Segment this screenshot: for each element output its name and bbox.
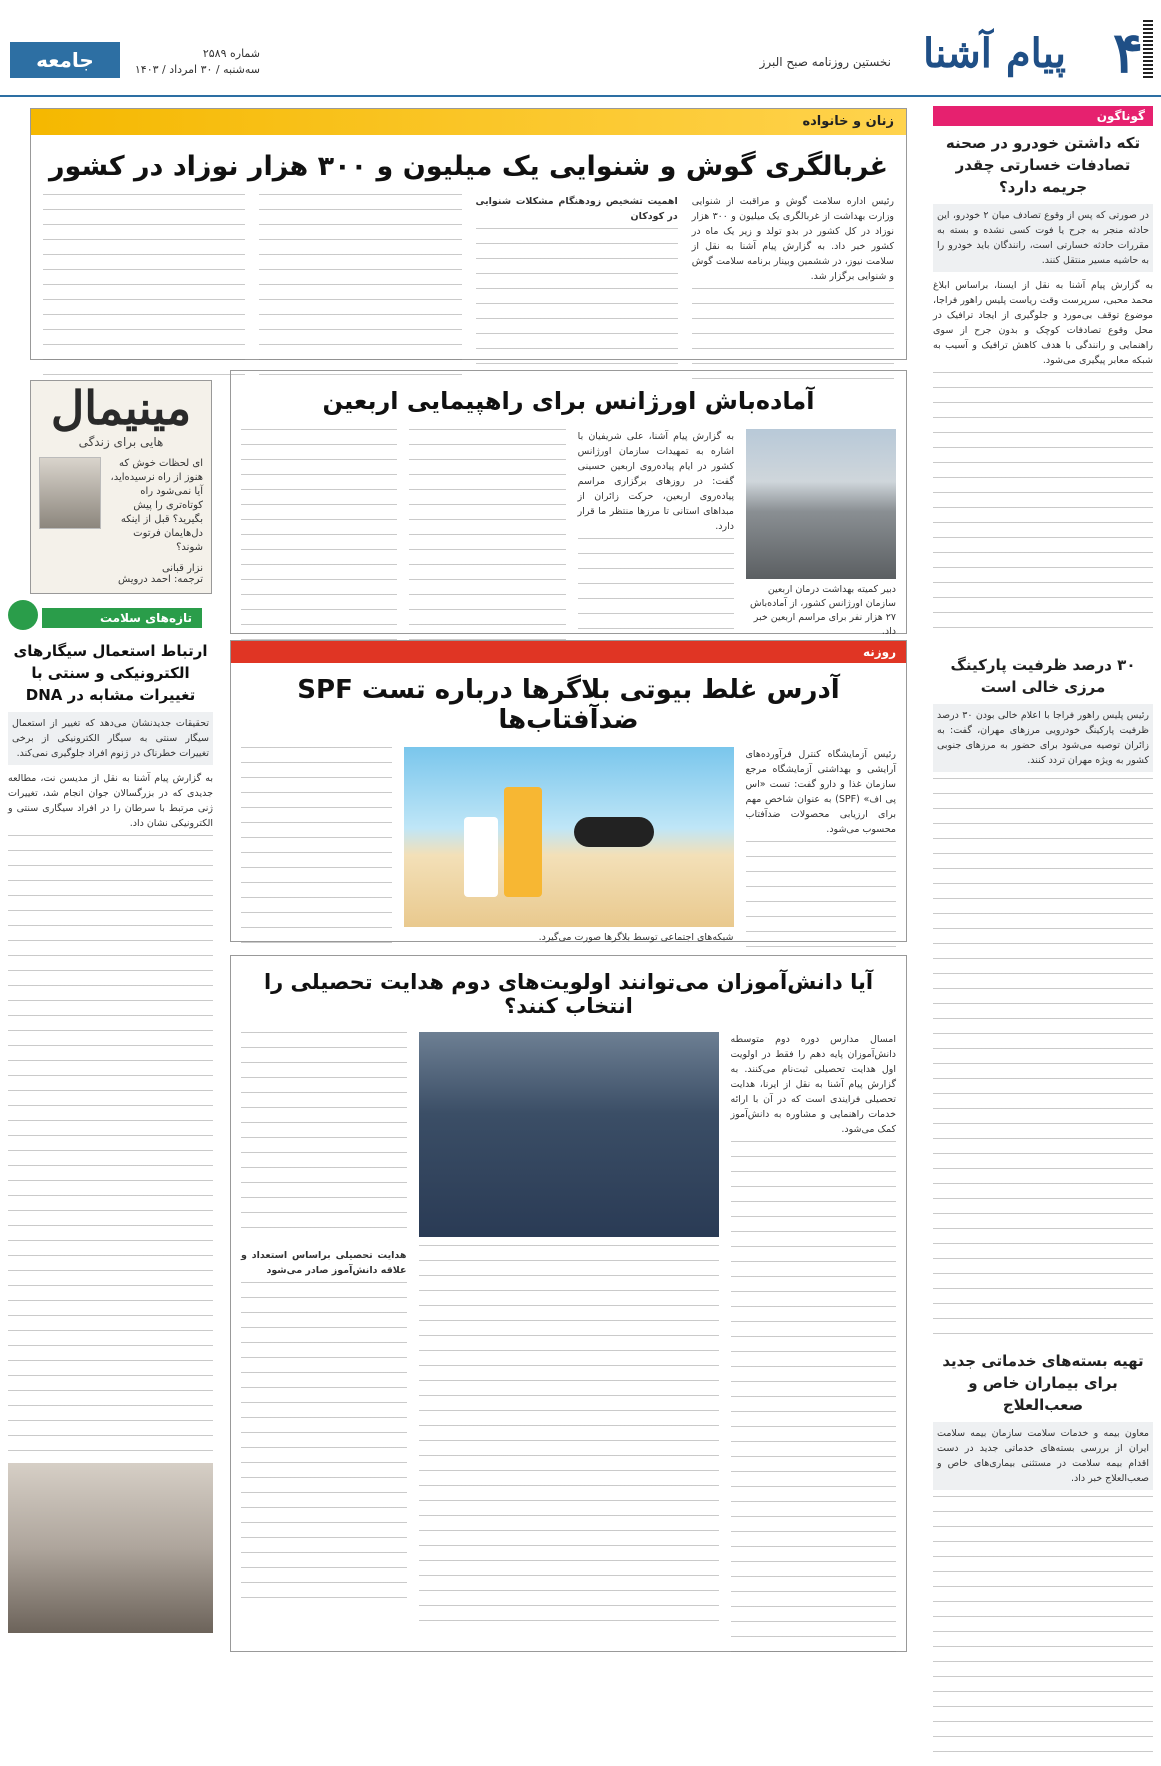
story2-text-lines: [933, 778, 1153, 1338]
spf-section-label: روزنه: [862, 645, 896, 659]
page-number: ۴: [1112, 20, 1143, 86]
story2-title[interactable]: ۳۰ درصد ظرفیت پارکینگ مرزی خالی است: [950, 656, 1136, 696]
arbaeen-caption: دبیر کمیته بهداشت درمان اربعین سازمان اورژانس کشور، از آماده‌باش ۲۷ هزار نفر برای مراسم اربعین خبر داد.: [749, 584, 896, 637]
newspaper-logo: پیام آشنا: [923, 30, 1066, 77]
spf-text-lines-1: [746, 841, 897, 951]
students-text-lines-4: [241, 1282, 407, 1612]
section-tab[interactable]: جامعه: [10, 42, 120, 78]
arbaeen-photo: [746, 429, 896, 579]
arbaeen-text-col: [578, 429, 734, 648]
minimal-quote: ای لحظات خوش که هنوز از راه نرسیده‌اید، آیا نمی‌شود راه کوتاه‌تری را پیش بگیرید؟ قبل از اینکه دل‌هایمان فرتوت شوند؟: [110, 458, 203, 553]
story1-text-lines: [933, 372, 1153, 642]
ecig-lead: تحقیقات جدیدنشان می‌دهد که تغییر از استعمال سیگار سنتی به سیگار الکترونیکی از برخی تغییرات خطرناک در ژنوم افراد جلوگیری نمی‌کند.: [8, 712, 213, 765]
barcode: [1143, 20, 1153, 80]
students-text-lines-1: [731, 1141, 897, 1661]
ecig-body: به گزارش پیام آشنا به نقل از مدیسن نت، مطالعه جدیدی که در بزرگسالان جوان انجام شد، تغییرات ژنی مرتبط با سرطان را در افراد سیگاری سنتی و الکترونیکی نشان داد.: [8, 773, 213, 829]
author-portrait: [39, 457, 101, 529]
issue-date: سه‌شنبه / ۳۰ امرداد / ۱۴۰۳: [134, 63, 260, 76]
health-logo-icon: [8, 600, 38, 630]
hearing-text-lines-2: [476, 228, 678, 368]
sunglasses-icon: [574, 817, 654, 847]
spf-photo-col: [404, 747, 734, 951]
tagline: نخستین روزنامه صبح البرز: [759, 55, 891, 69]
hearing-story-box: [30, 108, 907, 360]
story1-body: به گزارش پیام آشنا به نقل از ایسنا، براساس ابلاغ محمد محبی، سرپرست وقت ریاست پلیس راهور فراجا، موضوع توقف بی‌مورد و جلوگیری از ایجاد ترافیک در محل وقوع تصادفات کوچک و بدون جرح از سوی راهنمایی و رانندگی با هدف کاهش ترافیک و آسیب به شبکه معابر پیگیری می‌شود.: [933, 280, 1153, 366]
hearing-columns: [31, 182, 906, 388]
arbaeen-text-lines-1: [578, 538, 734, 648]
arbaeen-text-lines-3: [241, 429, 397, 648]
arbaeen-headline[interactable]: آماده‌باش اورژانس برای راهپیمایی اربعین: [322, 387, 815, 415]
sunscreen-photo: [404, 747, 734, 927]
students-text-col-1: [731, 1032, 897, 1661]
students-story-box: [230, 955, 907, 1652]
story3-title[interactable]: تهیه بسته‌های خدماتی جدید برای بیماران خاص و صعب‌العلاج: [942, 1352, 1144, 1414]
spf-section-bar: [231, 641, 906, 663]
arbaeen-columns: [231, 415, 906, 648]
ecig-text-lines: [8, 835, 213, 1455]
hearing-section-label: زنان و خانواده: [802, 114, 894, 129]
right-column-tag: گوناگون: [933, 106, 1153, 126]
issue-number: شماره ۲۵۸۹: [202, 47, 260, 60]
right-column: [933, 105, 1153, 1766]
health-tag: تازه‌های سلامت: [42, 608, 202, 628]
minimal-translator: ترجمه: احمد درویش: [118, 574, 203, 585]
minimal-box: [30, 380, 212, 594]
sunscreen-tube-icon: [504, 787, 542, 897]
students-photo: [419, 1032, 719, 1237]
story3-body: معاون بیمه و خدمات سلامت سازمان بیمه سلامت ایران از بررسی بسته‌های خدماتی جدید در دست اقدام بیمه سلامت در مستثنی بیماری‌های خاص و صعب‌العلاج خبر داد.: [933, 1422, 1153, 1490]
spf-columns: [231, 735, 906, 951]
sunscreen-bottle-icon: [464, 817, 498, 897]
spf-caption: شبکه‌های اجتماعی توسط بلاگرها صورت می‌گیرد.: [538, 932, 734, 943]
ecig-story: [8, 640, 213, 1650]
students-text-lines-3: [241, 1032, 407, 1242]
story3-text-lines: [933, 1496, 1153, 1766]
story1-lead: در صورتی که پس از وقوع تصادف میان ۲ خودرو، این حادثه منجر به جرح یا فوت کسی نشده و بسته به مقررات حادثه خسارتی است، رانندگان باید خودرو را به حاشیه مسیر منتقل کنند.: [933, 204, 1153, 272]
story1-title[interactable]: تکه داشتن خودرو در صحنه تصادفات خسارتی چقدر جریمه دارد؟: [945, 134, 1141, 196]
vape-photo: [8, 1463, 213, 1633]
students-text-lines-2: [419, 1245, 719, 1635]
students-subhead: هدایت تحصیلی براساس استعداد و علاقه دانش‌آموز صادر می‌شود: [241, 1250, 407, 1276]
students-columns: [231, 1018, 906, 1661]
students-photo-col: [419, 1032, 719, 1661]
hearing-text-lines-4: [43, 194, 245, 388]
story2-body: رئیس پلیس راهور فراجا با اعلام خالی بودن ۳۰ درصد ظرفیت پارکینگ خودرویی مرزهای مهران، گفت: به زائران توصیه می‌شود برای حضور به مرزهای جنوبی کشور به ویژه مهران تردد کنند.: [933, 704, 1153, 772]
arbaeen-body: به گزارش پیام آشنا، علی شریفیان با اشاره به تمهیدات سازمان اورژانس کشور در ایام پیاده‌روی اربعین حسینی گفت: در روزهای برگزاری مراسم پیاده‌روی اربعین، حرکت زائران از مبداهای استانی تا مرزها منتظر ما قرار دارد.: [577, 431, 734, 532]
spf-text-col: [746, 747, 897, 951]
arbaeen-story-box: [230, 370, 907, 637]
hearing-section-bar: [31, 109, 906, 135]
students-headline[interactable]: آیا دانش‌آموزان می‌توانند اولویت‌های دوم هدایت تحصیلی را انتخاب کنند؟: [263, 970, 874, 1018]
hearing-headline[interactable]: غربالگری گوش و شنوایی یک میلیون و ۳۰۰ هزار نوزاد در کشور: [48, 151, 889, 182]
minimal-author: نزار قبانی: [161, 563, 203, 574]
students-body: امسال مدارس دوره دوم متوسطه دانش‌آموزان پایه دهم را فقط در اولویت اول هدایت تحصیلی ثبت‌نام می‌کنند. به گزارش پیام آشنا به نقل از ایرنا، هدایت تحصیلی فرایندی است که در آن با ارائه خدمات راهنمایی و مشاوره به دانش‌آموز کمک می‌شود.: [730, 1034, 896, 1135]
hearing-text-lines-3: [259, 194, 461, 388]
arbaeen-photo-col: [746, 429, 896, 648]
minimal-content: [31, 449, 211, 563]
spf-body: رئیس آزمایشگاه کنترل فرآورده‌های آرایشی و بهداشتی آزمایشگاه مرجع سازمان غذا و دارو گفت: تست «اس پی اف» (SPF) به عنوان شاخص مهم برای ارزیابی محصولات ضدآفتاب محسوب می‌شود.: [745, 749, 896, 835]
spf-story-box: [230, 640, 907, 942]
students-text-col-3: [241, 1032, 407, 1661]
arbaeen-text-lines-2: [409, 429, 565, 648]
hearing-body: رئیس اداره سلامت گوش و مراقبت از شنوایی وزارت بهداشت از غربالگری یک میلیون و ۳۰۰ هزار نوزاد در کل کشور در بدو تولد و زیر یک ماه در کشور خبر داد. به گزارش پیام آشنا به نقل از سلامت نیوز، در ششمین وبینار برنامه سلامت گوش و شنوایی برگزار شد.: [691, 196, 894, 282]
minimal-subtitle: هایی برای زندگی: [78, 435, 164, 449]
spf-headline[interactable]: آدرس غلط بیوتی بلاگرها درباره تست SPF ضدآفتاب‌ها: [297, 675, 840, 735]
hearing-subhead: اهمیت تشخیص زودهنگام مشکلات شنوایی در کودکان: [475, 196, 678, 222]
minimal-logo: مینیمال: [50, 381, 192, 435]
spf-text-lines-2: [241, 747, 392, 951]
issue-info: [120, 46, 260, 78]
ecig-headline[interactable]: ارتباط استعمال سیگارهای الکترونیکی و سنتی با تغییرات مشابه در DNA: [13, 642, 208, 704]
